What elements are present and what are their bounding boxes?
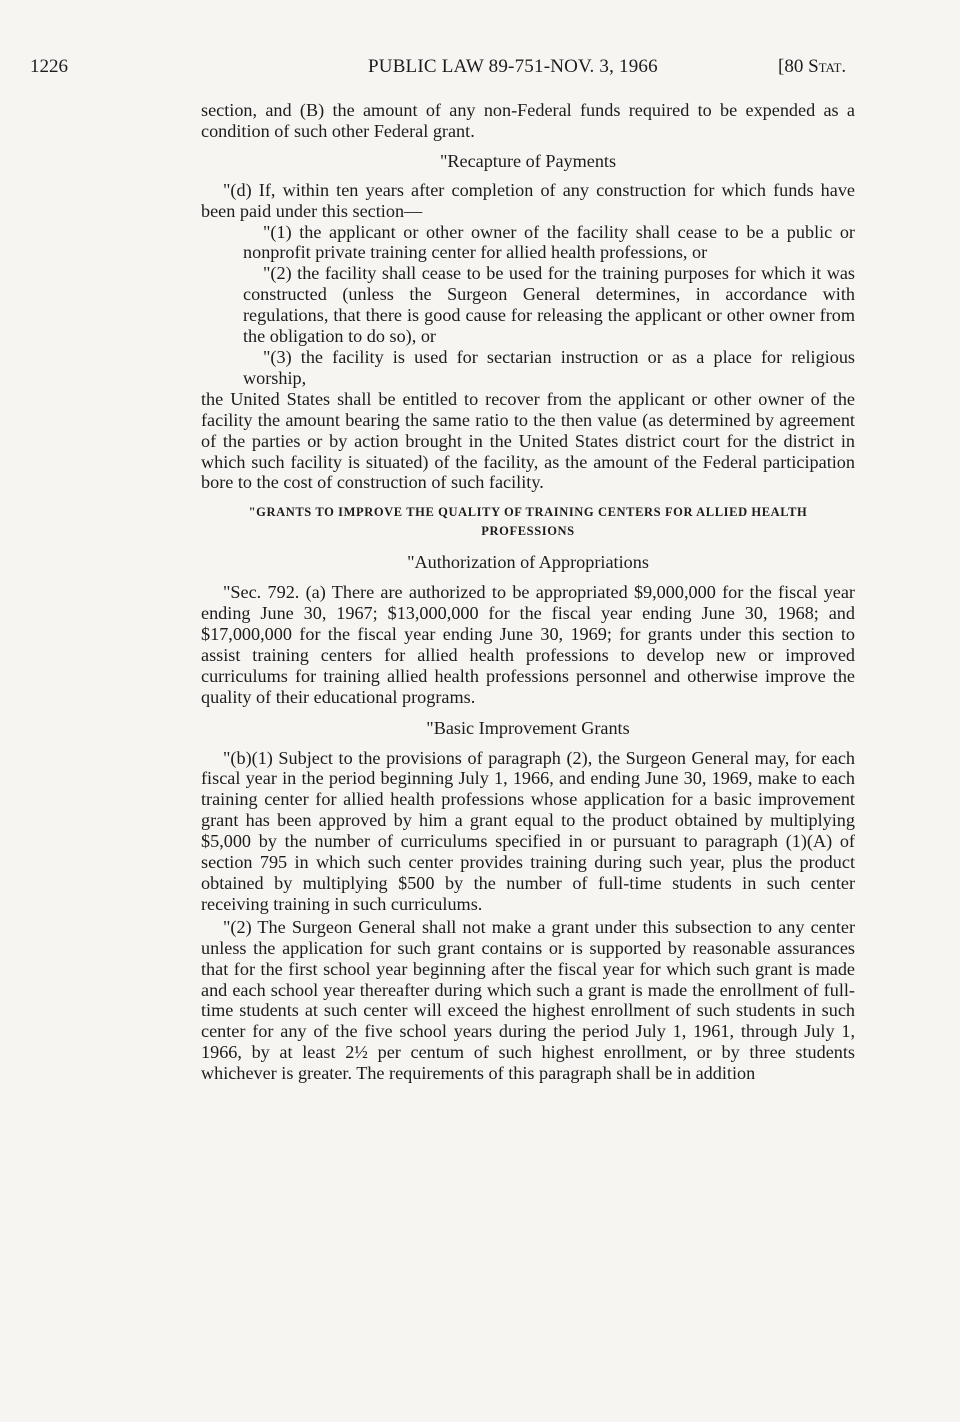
paragraph-d-close: the United States shall be entitled to recover from the applicant or other owner of the facility the amount bearing the same ratio to the then value (as determined by agreement of the parties or by action brought in the United States district court for the district in which such facility is situated) of the facility, as the amount of the Federal participation bore to the cost of construction of such facility. [201, 388, 855, 493]
statute-prefix: [80 [778, 56, 809, 77]
paragraph-d-intro: "(d) If, within ten years after completion of any construction for which funds have been paid under this section— [201, 179, 855, 221]
paragraph-d-3: "(3) the facility is used for sectarian instruction or as a place for religious worship, [243, 346, 855, 388]
statute-reference [778, 56, 846, 78]
paragraph-continuation: section, and (B) the amount of any non-Federal funds required to be expended as a condition of such other Federal grant. [201, 100, 855, 141]
heading-authorization-of-appropriations: "Authorization of Appropriations [407, 552, 649, 573]
document-body [201, 100, 855, 1084]
heading-basic-improvement-grants: "Basic Improvement Grants [426, 717, 630, 738]
paragraph-d-1: "(1) the applicant or other owner of the facility shall cease to be a public or nonprofit private training center for allied health professions, or [243, 221, 855, 263]
paragraph-b-1: "(b)(1) Subject to the provisions of paragraph (2), the Surgeon General may, for each fiscal year in the period beginning July 1, 1966, and ending June 30, 1969, make to each training center for allied health professions whose application for a basic improvement grant has been approved by him a grant equal to the product obtained by multiplying $5,000 by the number of curriculums specified in or pursuant to paragraph (1)(A) of section 795 in which such center provides training during such year, plus the product obtained by multiplying $500 by the number of full-time students in such center receiving training in such curriculums. [201, 747, 855, 914]
heading-recapture-of-payments: "Recapture of Payments [439, 150, 617, 171]
page-number: 1226 [30, 56, 68, 77]
paragraph-b-2: "(2) The Surgeon General shall not make a grant under this subsection to any center unless the application for such grant contains or is supported by reasonable assurances that for the first school year beginning after the fiscal year for which such grant is made and each school year thereafter during which such a grant is made the enrollment of full-time students at such center will exceed the highest enrollment of such students in such center for any of the five school years during the period July 1, 1961, through July 1, 1966, by at least 2½ per centum of such highest enrollment, or by three students whichever is greater. The requirements of this paragraph shall be in addition [201, 916, 855, 1084]
page-header [0, 56, 960, 86]
running-head: PUBLIC LAW 89-751-NOV. 3, 1966 [368, 56, 658, 77]
paragraph-d-2: "(2) the facility shall cease to be used for the training purposes for which it was constructed (unless the Surgeon General determines, in accordance with regulations, that there is good cause for releasing the applicant or other owner from the obligation to do so), or [243, 263, 855, 347]
paragraph-sec-792-a: "Sec. 792. (a) There are authorized to be appropriated $9,000,000 for the fiscal year ending June 30, 1967; $13,000,000 for the fiscal year ending June 30, 1968; and $17,000,000 for the fiscal year ending June 30, 1969; for grants under this section to assist training centers for allied health professions to develop new or improved curriculums for training allied health professions personnel and otherwise improve the quality of their educational programs. [201, 582, 855, 707]
heading-grants-to-improve-quality: "GRANTS TO IMPROVE THE QUALITY OF TRAINING CENTERS FOR ALLIED HEALTH PROFESSIONS [248, 505, 808, 539]
statute-label: Stat. [808, 56, 847, 77]
